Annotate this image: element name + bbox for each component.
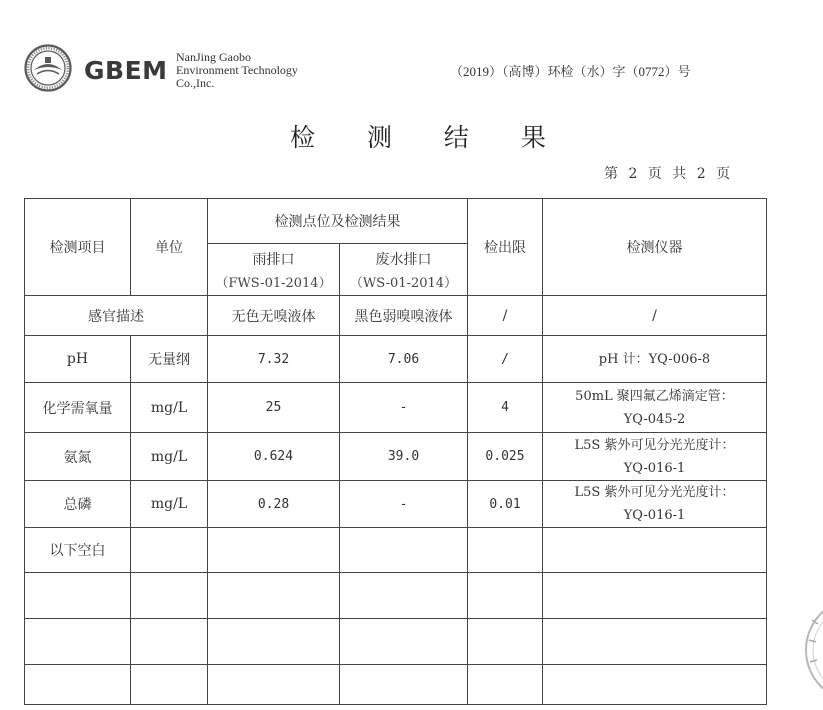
red-stamp-fragment-icon: [798, 590, 823, 710]
instrument-line: L5S 紫外可见分光光度计：: [574, 437, 735, 453]
sensory-point2: 黑色弱嗅嗅液体: [340, 296, 468, 336]
empty-cell: [340, 528, 468, 573]
empty-cell: [468, 528, 543, 573]
table-row: [25, 573, 767, 619]
table-row: [25, 296, 767, 336]
row-limit: 0.01: [468, 481, 543, 528]
row-instrument: [543, 433, 767, 481]
instrument-line: YQ-016-1: [623, 508, 686, 523]
sensory-limit: /: [468, 296, 543, 336]
row-point1: 0.624: [208, 433, 340, 481]
row-point1: 7.32: [208, 336, 340, 383]
point1-code: （FWS-01-2014）: [215, 275, 332, 291]
empty-cell: [543, 665, 767, 705]
blank-note: 以下空白: [25, 528, 131, 573]
empty-cell: [340, 619, 468, 665]
empty-cell: [543, 619, 767, 665]
page-title: 检 测 结 果: [290, 123, 568, 152]
instrument-line: L5S 紫外可见分光光度计：: [574, 485, 735, 500]
sensory-label: 感官描述: [25, 296, 208, 336]
empty-cell: [208, 573, 340, 619]
row-unit: mg/L: [131, 433, 208, 481]
empty-cell: [468, 665, 543, 705]
company-line: Environment Technology: [176, 63, 298, 77]
table-row: [25, 665, 767, 705]
empty-cell: [25, 619, 131, 665]
row-point2: -: [340, 383, 468, 433]
row-item: 总磷: [25, 481, 131, 528]
company-line: NanJing Gaobo: [176, 50, 251, 64]
row-item: 化学需氧量: [25, 383, 131, 433]
point2-code: （WS-01-2014）: [349, 275, 458, 291]
empty-cell: [131, 665, 208, 705]
report-number: （2019）（高博）环检（水）字（0772）号: [450, 64, 691, 79]
empty-cell: [340, 573, 468, 619]
empty-cell: [543, 573, 767, 619]
row-limit: /: [468, 336, 543, 383]
empty-cell: [468, 619, 543, 665]
row-limit: 4: [468, 383, 543, 433]
row-instrument: [543, 383, 767, 433]
empty-cell: [543, 528, 767, 573]
row-point2: 7.06: [340, 336, 468, 383]
header-unit: 单位: [131, 199, 208, 296]
header-point2: [340, 244, 468, 296]
company-line: Co.,Inc.: [176, 76, 215, 90]
header-point1: [208, 244, 340, 296]
empty-cell: [208, 619, 340, 665]
row-unit: 无量纲: [131, 336, 208, 383]
point2-name: 废水排口: [375, 251, 432, 268]
instrument-line: 50mL 聚四氟乙烯滴定管：: [575, 388, 734, 404]
point1-name: 雨排口: [252, 251, 295, 268]
empty-cell: [131, 619, 208, 665]
row-point2: -: [340, 481, 468, 528]
empty-cell: [131, 528, 208, 573]
sensory-point1: 无色无嗅液体: [208, 296, 340, 336]
page-indicator: 第 2 页 共 2 页: [604, 166, 734, 182]
table-row: [25, 433, 767, 481]
table-row: [25, 481, 767, 528]
table-row: [25, 619, 767, 665]
row-instrument: [543, 481, 767, 528]
row-unit: mg/L: [131, 481, 208, 528]
row-instrument: [543, 336, 767, 383]
row-item: pH: [25, 336, 131, 383]
instrument-line: YQ-045-2: [623, 411, 686, 427]
header-detection-limit: 检出限: [468, 199, 543, 296]
row-limit: 0.025: [468, 433, 543, 481]
row-point1: 25: [208, 383, 340, 433]
row-item: 氨氮: [25, 433, 131, 481]
row-point1: 0.28: [208, 481, 340, 528]
empty-cell: [25, 665, 131, 705]
table-row: [25, 528, 767, 573]
results-table: [24, 198, 767, 705]
company-seal-logo-icon: [24, 44, 72, 92]
table-row: [25, 383, 767, 433]
header-item: 检测项目: [25, 199, 131, 296]
empty-cell: [208, 528, 340, 573]
instrument-line: pH 计：YQ-006-8: [598, 351, 711, 367]
company-name: [176, 51, 298, 90]
empty-cell: [340, 665, 468, 705]
row-point2: 39.0: [340, 433, 468, 481]
brand-name: GBEM: [84, 56, 168, 85]
empty-cell: [25, 573, 131, 619]
empty-cell: [131, 573, 208, 619]
table-row: [25, 336, 767, 383]
header-points-group: 检测点位及检测结果: [208, 199, 468, 244]
empty-cell: [208, 665, 340, 705]
header-instrument: 检测仪器: [543, 199, 767, 296]
sensory-instrument: /: [543, 296, 767, 336]
instrument-line: YQ-016-1: [623, 460, 686, 476]
row-unit: mg/L: [131, 383, 208, 433]
empty-cell: [468, 573, 543, 619]
